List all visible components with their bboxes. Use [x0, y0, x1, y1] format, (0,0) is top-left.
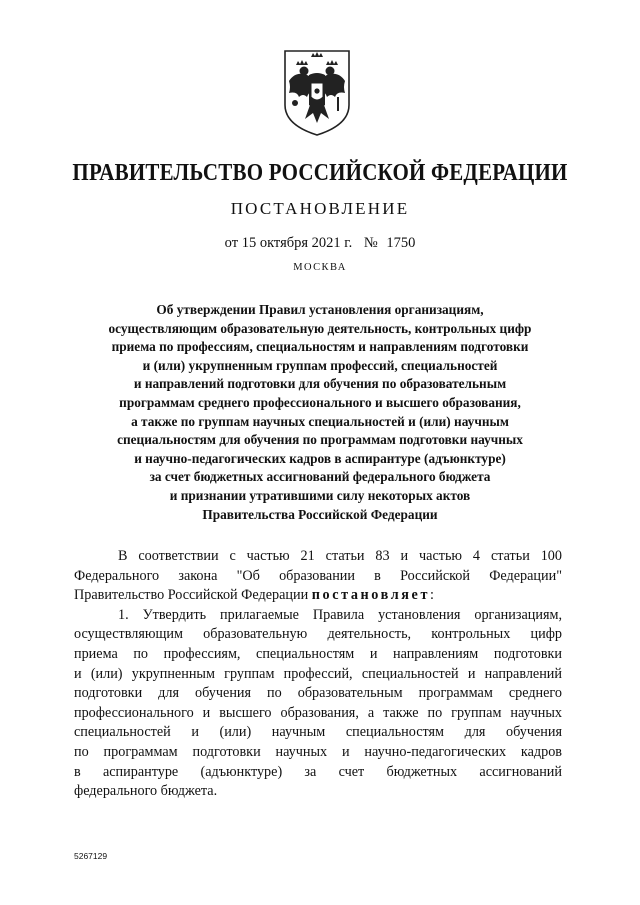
text-line: специальностей и (или) научным специальностям для обучения: [74, 724, 562, 741]
document-code: 5267129: [74, 851, 108, 861]
heading-line: а также по группам научных специальностей и (или) научным: [131, 413, 509, 429]
decree-number: 1750: [386, 235, 416, 251]
text-line: 1. Утвердить прилагаемые Правила установления организациям,: [118, 606, 562, 623]
heading-line: за счет бюджетных ассигнований федерального бюджета: [149, 469, 491, 485]
heading-line: Правительства Российской Федерации: [202, 506, 438, 522]
preamble-paragraph: [74, 547, 562, 606]
text-line: и (или) укрупненным группам профессий, специальностей и направлений: [74, 665, 562, 682]
heading-line: осуществляющим образовательную деятельность, контрольных цифр: [108, 320, 532, 336]
document-type: ПОСТАНОВЛЕНИЕ: [230, 199, 410, 218]
text-line: федерального бюджета.: [74, 783, 218, 800]
decides-word: постановляет: [311, 587, 431, 604]
heading-line: и признании утратившими силу некоторых актов: [169, 487, 471, 503]
text-line: осуществляющим образовательную деятельность, контрольных цифр: [74, 626, 562, 643]
text-line: приема по профессиям, специальностям и направлениям подготовки: [74, 645, 562, 662]
date-number-line: [0, 235, 640, 252]
heading-line: Об утверждении Правил установления организациям,: [156, 302, 484, 317]
heading-line: и (или) укрупненным группам профессий, специальностей: [142, 357, 498, 373]
decree-heading: [70, 301, 570, 524]
text-line: подготовки для обучения по образовательным программам среднего: [74, 685, 562, 702]
item-1-paragraph: [74, 606, 562, 802]
decides-colon: :: [430, 587, 434, 604]
city-name: МОСКВА: [293, 262, 347, 273]
heading-line: и научно-педагогических кадров в аспирантуре (адъюнктуре): [134, 450, 506, 466]
coat-of-arms-icon: [277, 47, 357, 137]
heading-line: специальностям для обучения по программам подготовки научных: [117, 432, 523, 448]
text-line: по программам подготовки научных и научно-педагогических кадров: [74, 743, 562, 760]
number-sign: №: [363, 235, 378, 251]
heading-line: приема по профессиям, специальностям и направлениям подготовки: [111, 339, 529, 355]
text-line: [74, 586, 562, 606]
heading-line: программам среднего профессионального и высшего образования,: [119, 394, 521, 410]
heading-line: и направлений подготовки для обучения по образовательным: [133, 376, 507, 392]
text-line: Федерального закона "Об образовании в Российской Федерации": [74, 567, 562, 584]
government-title: ПРАВИТЕЛЬСТВО РОССИЙСКОЙ ФЕДЕРАЦИИ: [72, 158, 568, 186]
text-line: В соответствии с частью 21 статьи 83 и частью 4 статьи 100: [118, 548, 562, 564]
text-line: профессионального и высшего образования, а также по группам научных: [74, 704, 562, 721]
decree-body: [74, 547, 562, 802]
text-line: в аспирантуре (адъюнктуре) за счет бюджетных ассигнований: [74, 763, 562, 780]
preamble-subject: Правительство Российской Федерации: [74, 587, 309, 604]
decree-date: от 15 октября 2021 г.: [224, 235, 353, 251]
